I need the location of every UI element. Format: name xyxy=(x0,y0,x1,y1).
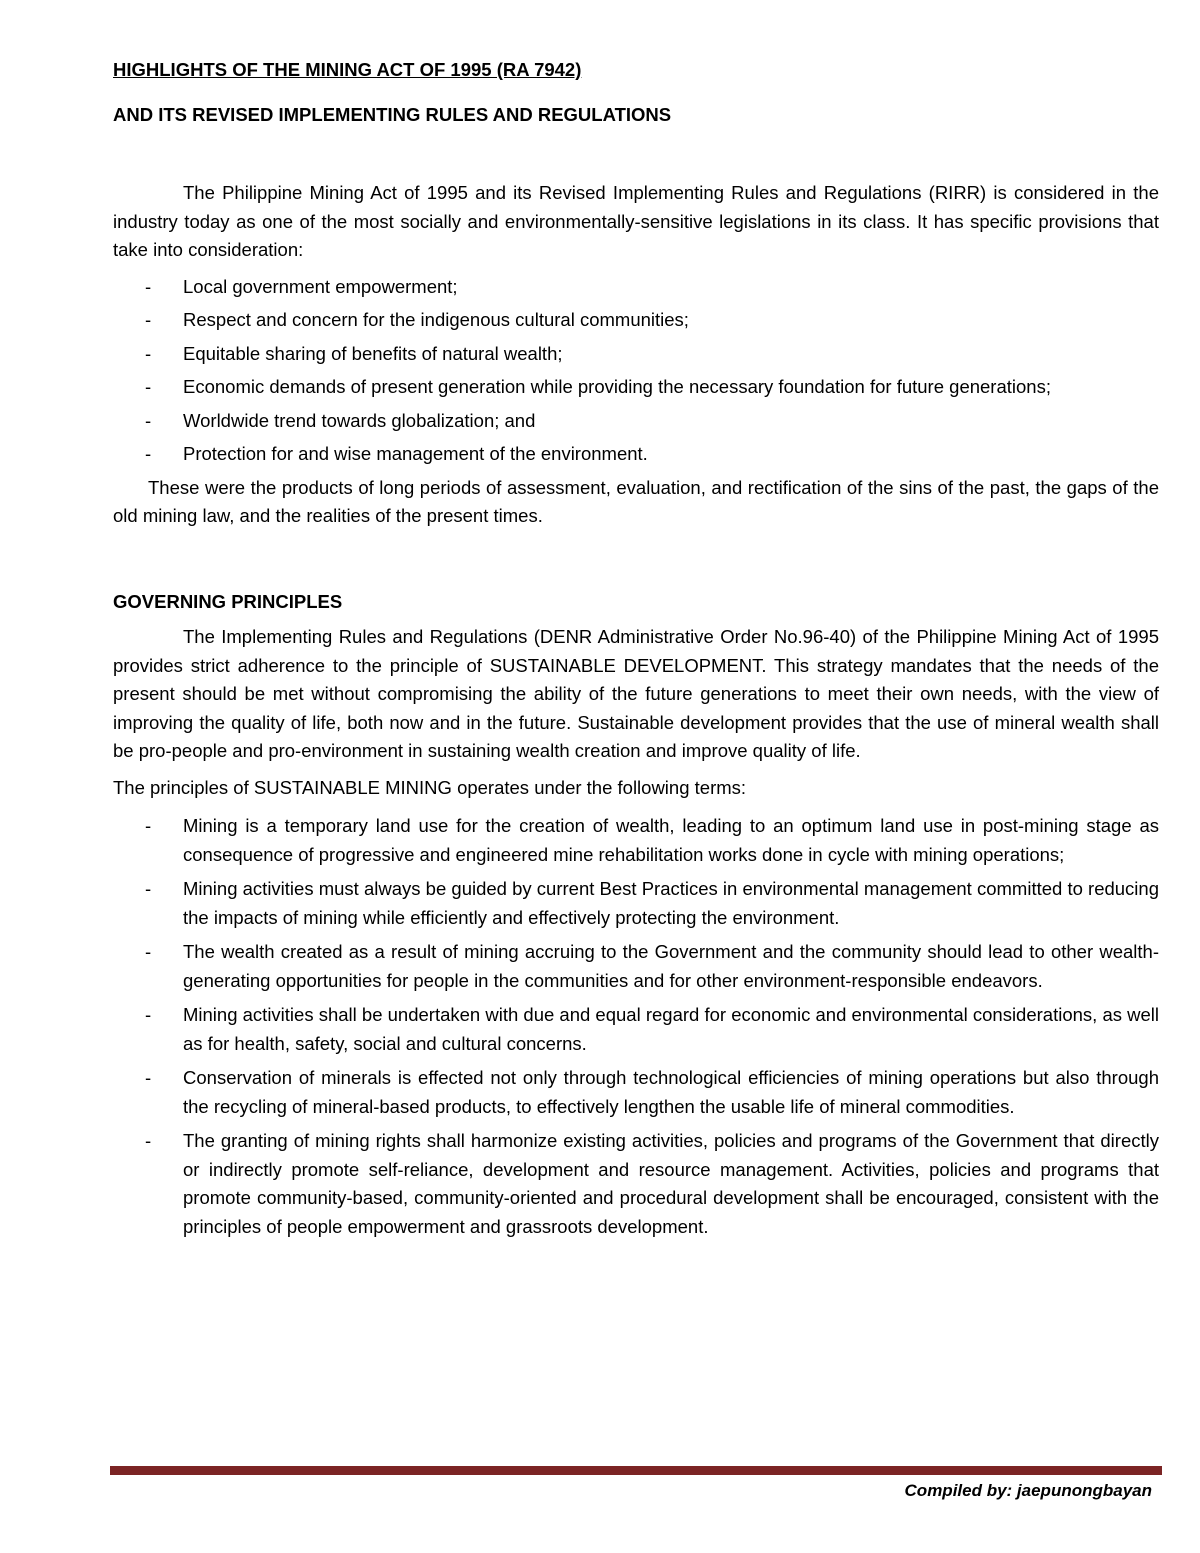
dash-bullet: - xyxy=(145,342,152,364)
principle-text: Mining activities shall be undertaken with due and equal regard for economic and environmental considerations, as well as for health, safety, social and cultural concerns. xyxy=(183,1004,1159,1054)
provision-text: Respect and concern for the indigenous cultural communities; xyxy=(183,309,689,330)
principle-text: The wealth created as a result of mining accruing to the Government and the community should lead to other wealth-generating opportunities for people in the communities and for other environment-responsible endeavors. xyxy=(183,941,1159,991)
dash-bullet: - xyxy=(145,376,152,397)
list-item xyxy=(113,938,1159,995)
list-item xyxy=(113,1001,1159,1058)
footer-divider xyxy=(110,1466,1162,1475)
governing-paragraph: The Implementing Rules and Regulations (DENR Administrative Order No.96-40) of the Philippine Mining Act of 1995 provides strict adherence to the principle of SUSTAINABLE DEVELOPMENT. This strategy mandates that the needs of the present should be met without compromising the ability of the future generations to meet their own needs, with the view of improving the quality of life, both now and in the future. Sustainable development provides that the use of mineral wealth shall be pro-people and pro-environment in sustaining wealth creation and improve quality of life. xyxy=(113,626,1159,761)
principles-list xyxy=(113,812,1159,1241)
document-page xyxy=(113,52,1159,1247)
list-item xyxy=(113,440,1159,469)
principles-intro: The principles of SUSTAINABLE MINING operates under the following terms: xyxy=(113,776,747,798)
closing-paragraph: These were the products of long periods of assessment, evaluation, and rectification of the sins of the past, the gaps of the old mining law, and the realities of the present times. xyxy=(113,476,1159,526)
provision-text: Worldwide trend towards globalization; and xyxy=(183,409,536,431)
intro-paragraph: The Philippine Mining Act of 1995 and its Revised Implementing Rules and Regulations (RIRR) is considered in the industry today as one of the most socially and environmentally-sensitive legislations in its class. It has specific provisions that take into consideration: xyxy=(113,182,1159,260)
dash-bullet: - xyxy=(145,878,152,899)
list-item xyxy=(113,875,1159,932)
list-item xyxy=(113,373,1159,402)
footer-credit: Compiled by: jaepunongbayan xyxy=(904,1481,1152,1500)
principle-text: Conservation of minerals is effected not only through technological efficiencies of mining operations but also through the recycling of mineral-based products, to effectively lengthen the usable life of mineral commodities. xyxy=(183,1067,1159,1117)
list-item xyxy=(113,1127,1159,1241)
list-item xyxy=(113,812,1159,869)
principle-text: The granting of mining rights shall harmonize existing activities, policies and programs of the Government that directly or indirectly promote self-reliance, development and resource management. Activities, policies and programs that promote community-based, community-oriented and procedural development shall be encouraged, consistent with the principles of people empowerment and grassroots development. xyxy=(183,1130,1159,1237)
provision-text: Local government empowerment; xyxy=(183,275,458,297)
document-title-line-1: HIGHLIGHTS OF THE MINING ACT OF 1995 (RA 7942) xyxy=(113,59,582,80)
dash-bullet: - xyxy=(145,1130,152,1151)
document-title-line-2: AND ITS REVISED IMPLEMENTING RULES AND REGULATIONS xyxy=(113,104,672,125)
dash-bullet: - xyxy=(145,309,152,330)
list-item xyxy=(113,407,1159,436)
principle-text: Mining is a temporary land use for the creation of wealth, leading to an optimum land use in post-mining stage as consequence of progressive and engineered mine rehabilitation works done in cycle with mining operations; xyxy=(183,815,1159,865)
dash-bullet: - xyxy=(145,409,152,431)
list-item xyxy=(113,273,1159,302)
dash-bullet: - xyxy=(145,815,152,836)
provision-text: Equitable sharing of benefits of natural wealth; xyxy=(183,342,563,364)
provision-text: Economic demands of present generation while providing the necessary foundation for future generations; xyxy=(183,376,1051,397)
provisions-list xyxy=(113,273,1159,469)
dash-bullet: - xyxy=(145,1067,152,1088)
dash-bullet: - xyxy=(145,1004,152,1025)
list-item xyxy=(113,1064,1159,1121)
dash-bullet: - xyxy=(145,275,152,297)
list-item xyxy=(113,340,1159,369)
dash-bullet: - xyxy=(145,941,152,962)
list-item xyxy=(113,306,1159,335)
provision-text: Protection for and wise management of the environment. xyxy=(183,443,648,464)
dash-bullet: - xyxy=(145,443,152,464)
section-heading-governing-principles: GOVERNING PRINCIPLES xyxy=(113,590,343,612)
principle-text: Mining activities must always be guided by current Best Practices in environmental management committed to reducing the impacts of mining while efficiently and effectively protecting the environment. xyxy=(183,878,1159,928)
